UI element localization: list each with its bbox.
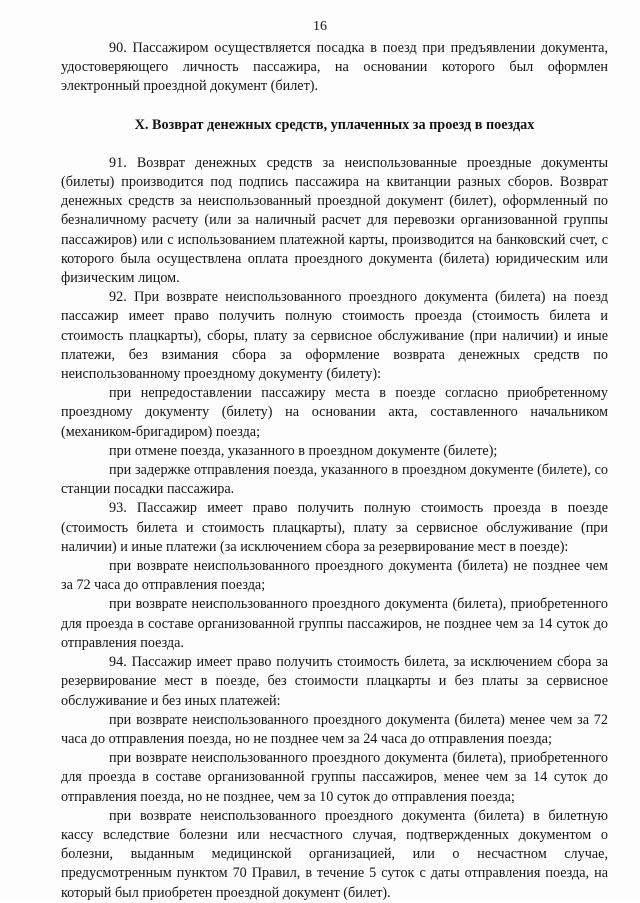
paragraph-94-item-2: при возврате неиспользованного проездного документа (билета), приобретенного для проезда в составе организованной группы пассажиров, менее чем за 14 суток до отправления поезда, но не позднее, чем за 10 суток до отправления поезда; — [61, 750, 608, 805]
paragraph-93: 93. Пассажир имеет право получить полную стоимость проезда в поезде (стоимость билета и стоимость плацкарты), плату за сервисное обслуживание (при наличии) и иные платежи (за исключением сбора за резервирование мест в поезде): — [61, 500, 608, 555]
paragraph-92-item-2: при отмене поезда, указанного в проездном документе (билете); — [109, 442, 498, 459]
paragraph-91: 91. Возврат денежных средств за неиспользованные проездные документы (билеты) производится под подпись пассажира на квитанции разных сборов. Возврат денежных средств за неиспользованный проездной документ (билет), оформленный по безналичному расчету (или за наличный расчет для перевозки организованной группы пассажиров) или с использованием платежной карты, производится на банковский счет, с которого была осуществлена оплата проездного документа (билета) юридическим или физическим лицом. — [61, 154, 608, 287]
paragraph-94-item-1: при возврате неиспользованного проездного документа (билета) менее чем за 72 часа до отправления поезда, но не позднее чем за 24 часа до отправления поезда; — [61, 711, 608, 747]
paragraph-93-item-2: при возврате неиспользованного проездного документа (билета), приобретенного для проезда в составе организованной группы пассажиров, не позднее чем за 14 суток до отправления поезда. — [61, 596, 608, 651]
section-heading: X. Возврат денежных средств, уплаченных за проезд в поездах — [134, 116, 535, 133]
document-body — [61, 39, 608, 903]
paragraph-94-item-3: при возврате неиспользованного проездного документа (билета) в билетную кассу вследствие болезни или несчастного случая, подтвержденных документом о болезни, выданным медицинской организацией, или о несчастном случае, предусмотренным пунктом 70 Правил, в течение 5 суток с даты отправления поезда, на который был приобретен проездной документ (билет). — [61, 807, 608, 901]
paragraph-90: 90. Пассажиром осуществляется посадка в поезд при предъявлении документа, удостоверяющего личность пассажира, на основании которого был оформлен электронный проездной документ (билет). — [61, 40, 608, 95]
paragraph-92-item-1: при непредоставлении пассажиру места в поезде согласно приобретенному проездному документу (билету) на основании акта, составленного начальником (механиком-бригадиром) поезда; — [61, 385, 608, 440]
paragraph-93-item-1: при возврате неиспользованного проездного документа (билета) не позднее чем за 72 часа до отправления поезда; — [61, 558, 608, 594]
paragraph-92: 92. При возврате неиспользованного проездного документа (билета) на поезд пассажир имеет право получить полную стоимость проезда (стоимость билета и стоимость плацкарты), сборы, плату за сервисное обслуживание (при наличии) и иные платежи, без взимания сбора за оформление возврата денежных средств по неиспользованному проездному документу (билету): — [61, 289, 608, 383]
paragraph-92-item-3: при задержке отправления поезда, указанного в проездном документе (билете), со станции посадки пассажира. — [61, 462, 608, 498]
paragraph-94: 94. Пассажир имеет право получить стоимость билета, за исключением сбора за резервирование мест в поезде, без стоимости плацкарты и без платы за сервисное обслуживание и без иных платежей: — [61, 654, 608, 709]
page-number: 16 — [313, 19, 327, 34]
